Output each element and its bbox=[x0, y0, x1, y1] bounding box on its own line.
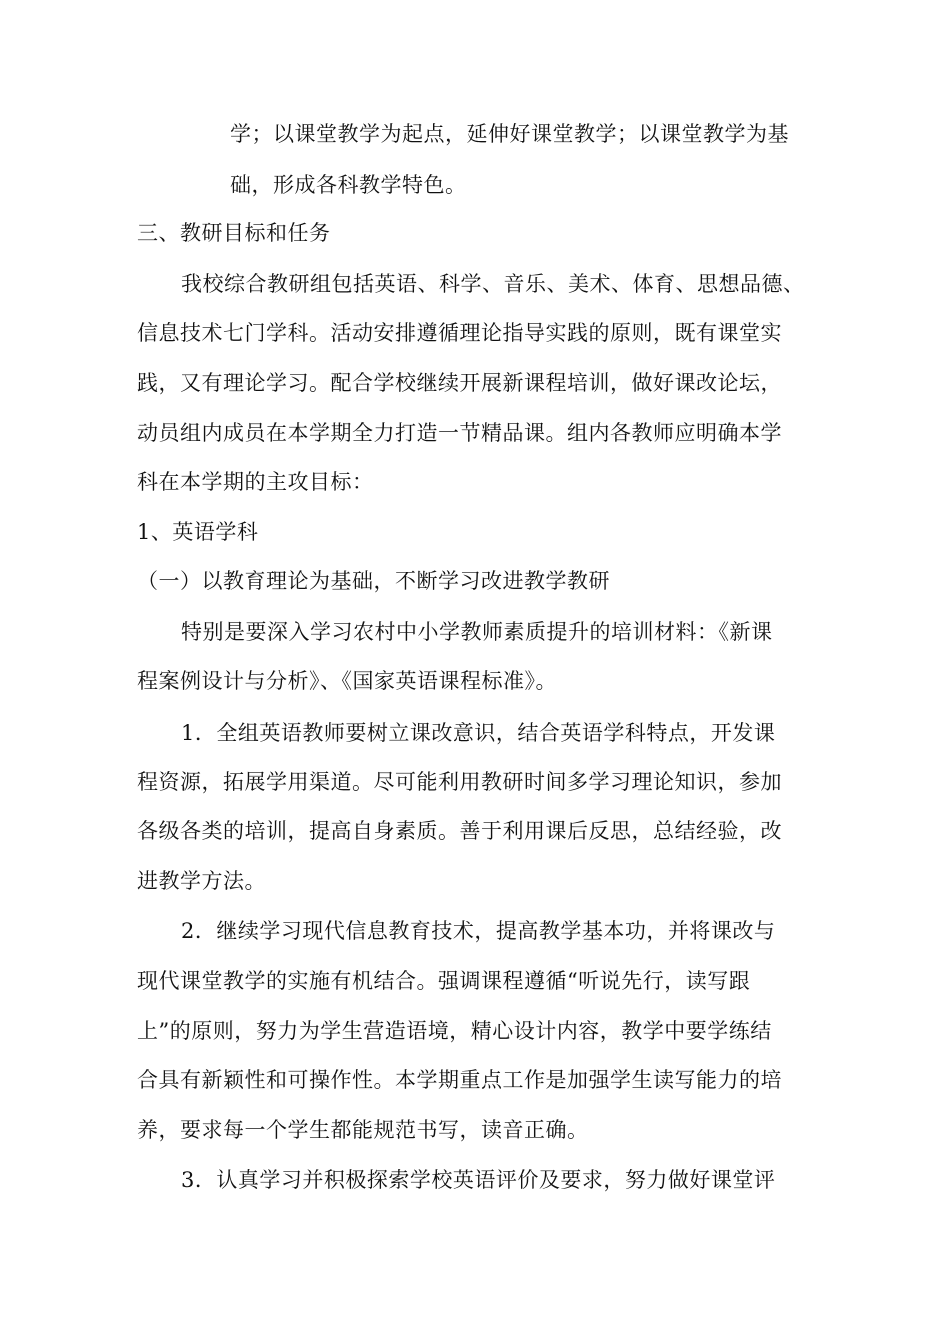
text-line: 信息技术七门学科。活动安排遵循理论指导实践的原则，既有课堂实 bbox=[137, 321, 782, 345]
text-line: 养，要求每一个学生都能规范书写，读音正确。 bbox=[137, 1118, 589, 1142]
text-line: 3．认真学习并积极探索学校英语评价及要求，努力做好课堂评 bbox=[181, 1168, 776, 1192]
subsection-heading: （一）以教育理论为基础，不断学习改进教学教研 bbox=[137, 569, 610, 593]
text-line: 合具有新颖性和可操作性。本学期重点工作是加强学生读写能力的培 bbox=[137, 1068, 782, 1092]
section-heading: 三、教研目标和任务 bbox=[137, 221, 331, 245]
text-line: 科在本学期的主攻目标： bbox=[137, 470, 374, 494]
text-line: 我校综合教研组包括英语、科学、音乐、美术、体育、思想品德、 bbox=[181, 272, 805, 296]
text-line: 进教学方法。 bbox=[137, 869, 266, 893]
text-line: 1．全组英语教师要树立课改意识，结合英语学科特点，开发课 bbox=[181, 721, 776, 745]
text-line: 践，又有理论学习。配合学校继续开展新课程培训，做好课改论坛， bbox=[137, 371, 782, 395]
text-line: 现代课堂教学的实施有机结合。强调课程遵循“听说先行，读写跟 bbox=[137, 969, 751, 993]
text-line: 程资源，拓展学用渠道。尽可能利用教研时间多学习理论知识，参加 bbox=[137, 770, 782, 794]
text-line: 特别是要深入学习农村中小学教师素质提升的培训材料：《新课 bbox=[181, 620, 773, 644]
subsection-heading: 1、英语学科 bbox=[137, 520, 259, 544]
text-line: 程案例设计与分析》、《国家英语课程标准》。 bbox=[137, 669, 557, 693]
text-line: 上”的原则，努力为学生营造语境，精心设计内容，教学中要学练结 bbox=[137, 1019, 772, 1043]
text-line: 动员组内成员在本学期全力打造一节精品课。组内各教师应明确本学 bbox=[137, 421, 782, 445]
text-line: 学；以课堂教学为起点，延伸好课堂教学；以课堂教学为基 bbox=[230, 122, 789, 146]
text-line: 各级各类的培训，提高自身素质。善于利用课后反思，总结经验，改 bbox=[137, 819, 782, 843]
text-line: 2．继续学习现代信息教育技术，提高教学基本功，并将课改与 bbox=[181, 919, 776, 943]
text-line: 础，形成各科教学特色。 bbox=[230, 173, 467, 197]
